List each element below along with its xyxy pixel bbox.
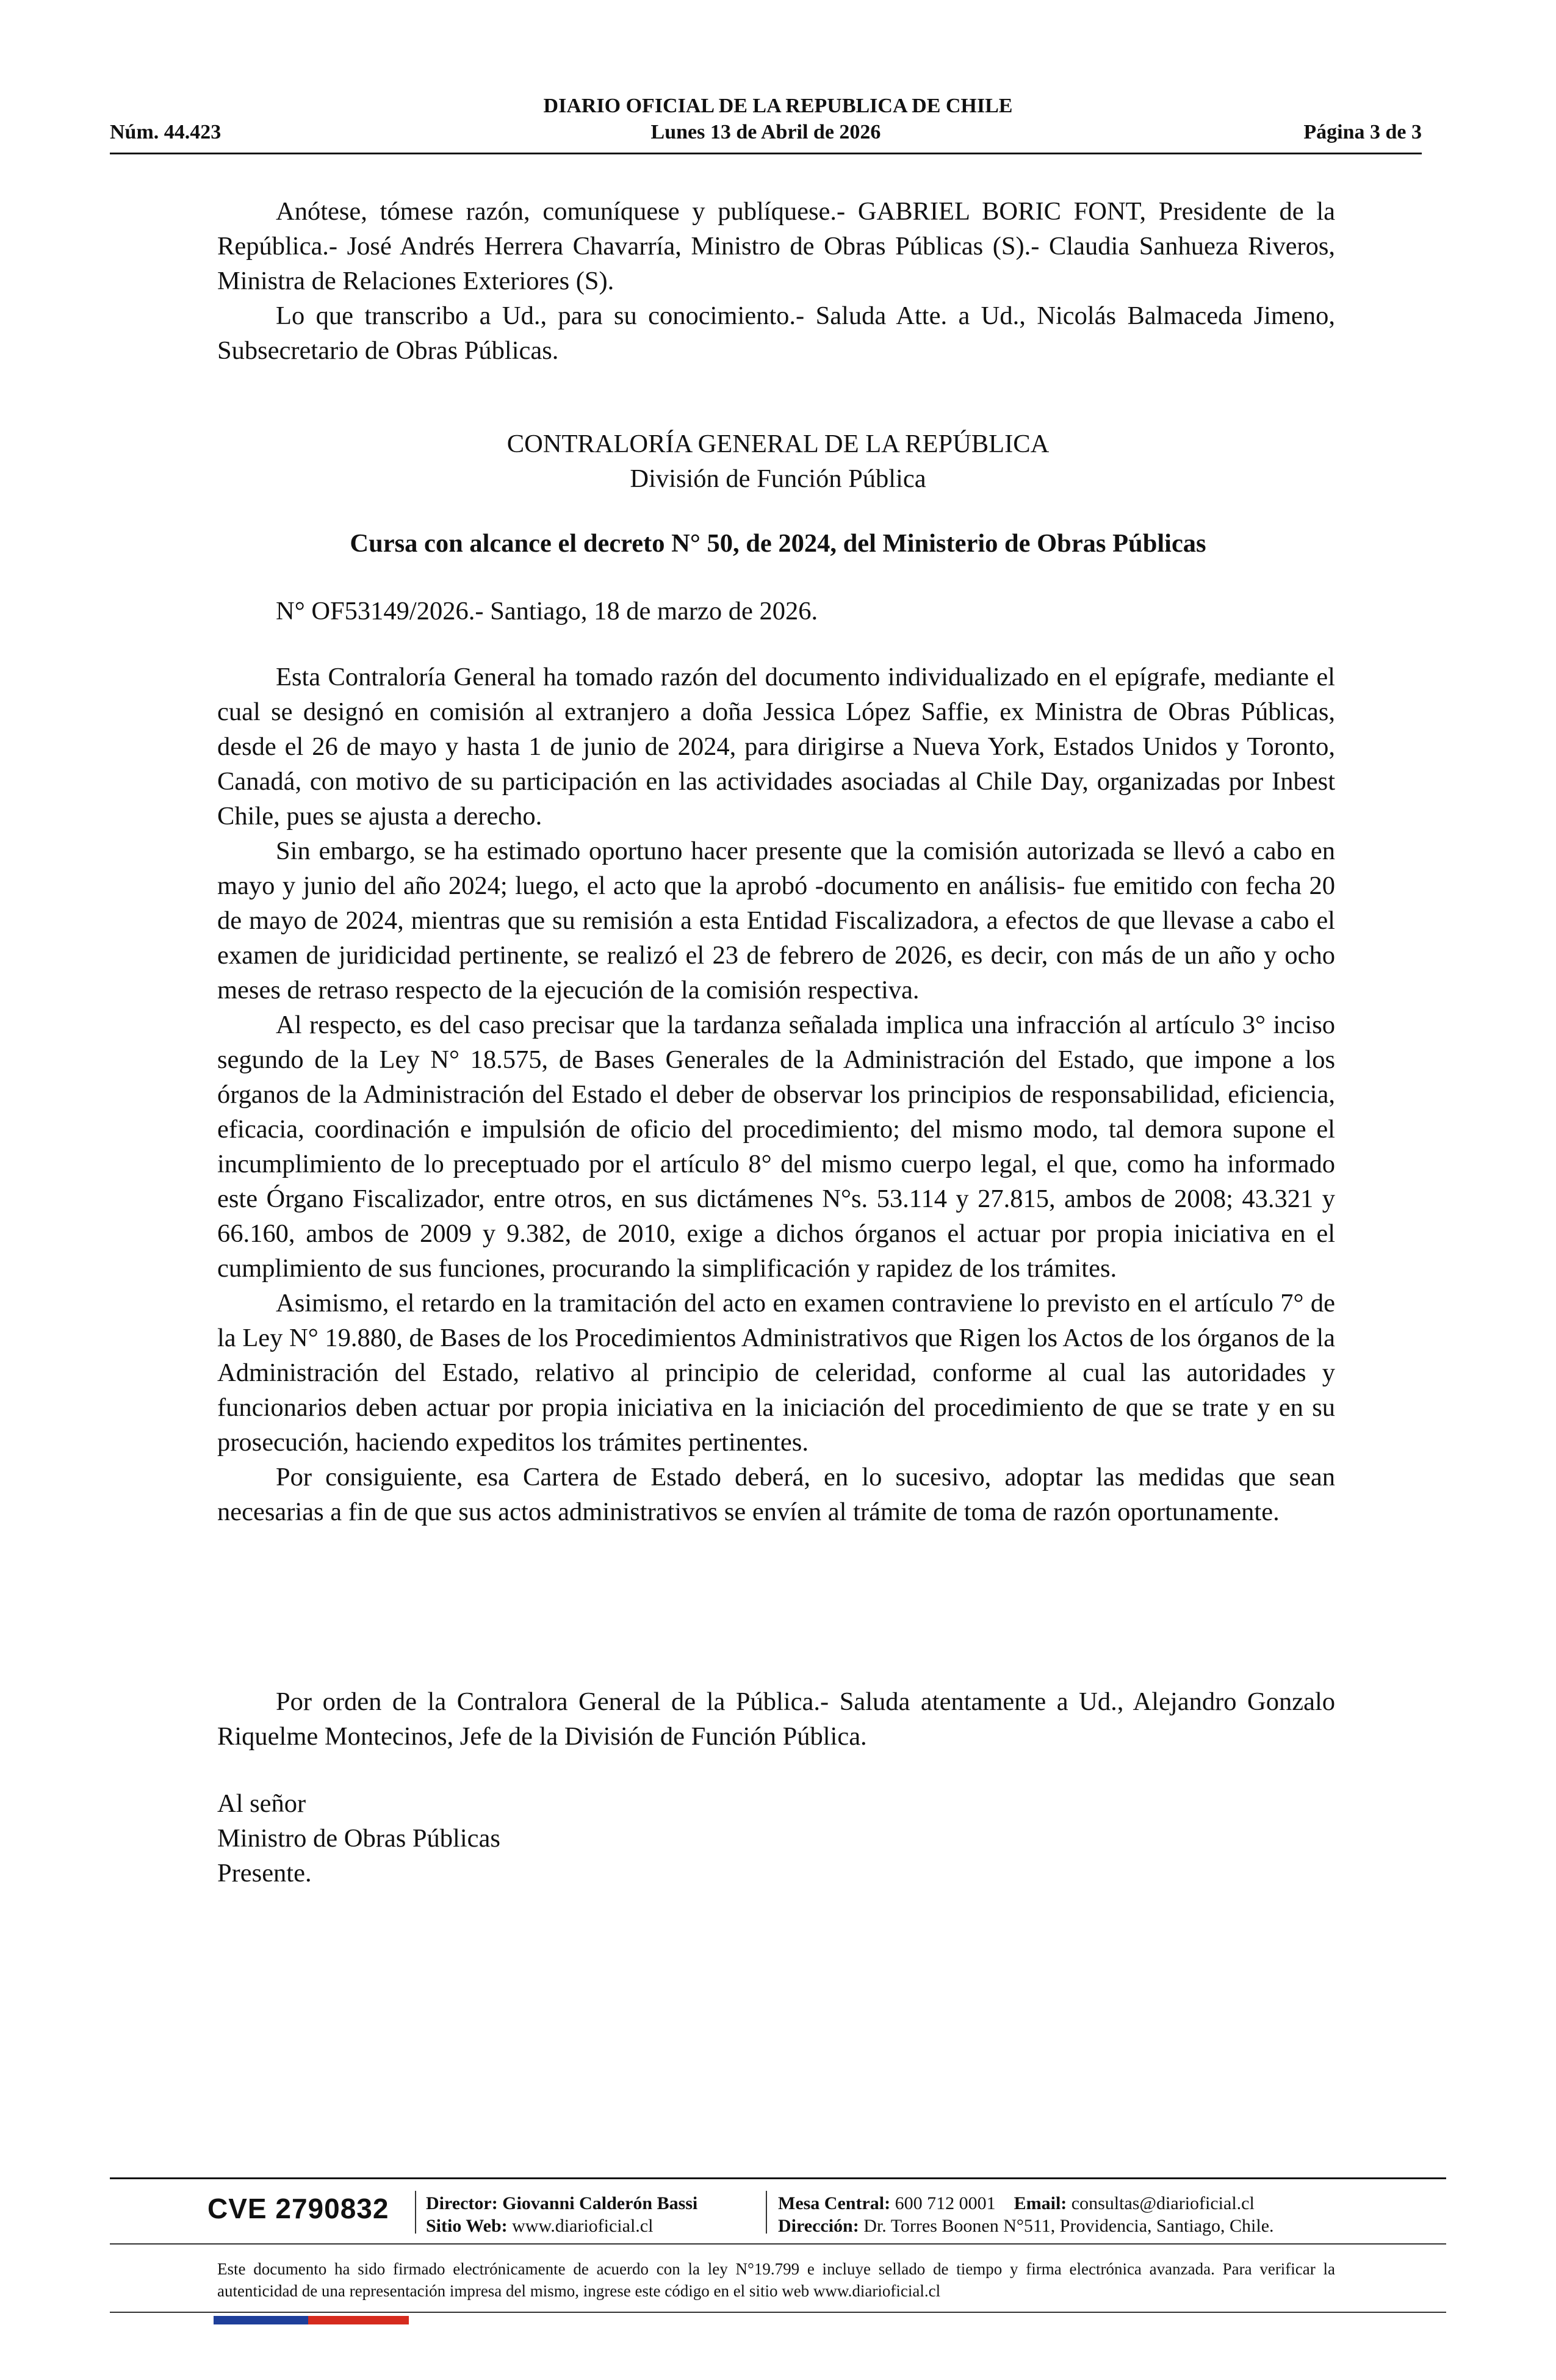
phone-value: 600 712 0001	[895, 2193, 996, 2213]
legal-notice: Este documento ha sido firmado electrónicamente de acuerdo con la ley N°19.799 e incluye sellado de tiempo y firma electrónica avanzada. Para verificar la autenticidad de una representación impresa del mismo, ingrese este código en el sitio web www.diarioficial.cl	[217, 2260, 1335, 2300]
intro-paragraph: Anótese, tómese razón, comuníquese y publíquese.- GABRIEL BORIC FONT, Presidente de la República.- José Andrés Herrera Chavarría, Ministro de Obras Públicas (S).- Claudia Sanhueza Riveros, Ministra de Relaciones Exteriores (S).	[217, 197, 1335, 295]
body-paragraph: Al respecto, es del caso precisar que la tardanza señalada implica una infracción al artículo 3° inciso segundo de la Ley N° 18.575, de Bases Generales de la Administración del Estado, que impone a los órganos de la Administración del Estado el deber de observar los principios de responsabilidad, eficiencia, eficacia, coordinación e impulsión de oficio del procedimiento; del mismo modo, tal demora supone el incumplimiento de lo preceptuado por el artículo 8° del mismo cuerpo legal, el que, como ha informado este Órgano Fiscalizador, entre otros, en sus dictámenes N°s. 53.114 y 27.815, ambos de 2008; 43.321 y 66.160, ambos de 2009 y 9.382, de 2010, exige a dichos órganos el actuar por propia iniciativa en el cumplimiento de sus funciones, procurando la simplificación y rapidez de los trámites.	[217, 1011, 1335, 1283]
footer-divider-bottom	[110, 2312, 1446, 2313]
footer-director-column	[426, 2192, 697, 2237]
closing-paragraph: Por orden de la Contralora General de la Pública.- Saluda atentamente a Ud., Alejandro Gonzalo Riquelme Montecinos, Jefe de la División de Función Pública.	[217, 1687, 1335, 1751]
address-value: Dr. Torres Boonen N°511, Providencia, Santiago, Chile.	[863, 2216, 1274, 2236]
reference-line: N° OF53149/2026.- Santiago, 18 de marzo de 2026.	[276, 597, 818, 626]
decree-title: Cursa con alcance el decreto N° 50, de 2024, del Ministerio de Obras Públicas	[350, 529, 1206, 558]
closing-block	[217, 1684, 1335, 1754]
intro-paragraph: Lo que transcribo a Ud., para su conocimiento.- Saluda Atte. a Ud., Nicolás Balmaceda Jimeno, Subsecretario de Obras Públicas.	[217, 301, 1335, 365]
newspaper-title: DIARIO OFICIAL DE LA REPUBLICA DE CHILE	[543, 95, 1013, 117]
footer-separator	[415, 2191, 416, 2234]
header-divider	[110, 153, 1422, 154]
body-paragraph: Asimismo, el retardo en la tramitación del acto en examen contraviene lo previsto en el artículo 7° de la Ley N° 19.880, de Bases de los Procedimientos Administrativos que Rigen los Actos de los órganos de la Administración del Estado, relativo al principio de celeridad, conforme al cual las autoridades y funcionarios deben actuar por propia iniciativa en la iniciación del procedimiento de que se trate y en su prosecución, haciendo expeditos los trámites pertinentes.	[217, 1289, 1335, 1457]
email-link[interactable]: consultas@diarioficial.cl	[1071, 2193, 1255, 2213]
body-block	[217, 660, 1335, 1529]
intro-block	[217, 194, 1335, 368]
issue-date: Lunes 13 de Abril de 2026	[650, 121, 881, 143]
organization-heading: CONTRALORÍA GENERAL DE LA REPÚBLICA	[506, 430, 1050, 458]
flag-stripe-red	[308, 2316, 409, 2324]
footer-divider-middle	[110, 2243, 1446, 2245]
header-row	[110, 121, 1422, 149]
addressee-block	[217, 1786, 500, 1891]
reference-block	[217, 594, 1335, 629]
footer-divider-top	[110, 2177, 1446, 2179]
body-paragraph: Por consiguiente, esa Cartera de Estado deberá, en lo sucesivo, adoptar las medidas que sean necesarias a fin de que sus actos administrativos se envíen al trámite de toma de razón oportunamente.	[217, 1463, 1335, 1526]
cve-code: CVE 2790832	[207, 2193, 389, 2224]
website-label: Sitio Web:	[426, 2216, 508, 2236]
addressee-title: Ministro de Obras Públicas	[217, 1824, 500, 1853]
issue-number: Núm. 44.423	[110, 121, 222, 143]
division-heading: División de Función Pública	[630, 464, 926, 493]
website-link[interactable]: www.diarioficial.cl	[512, 2216, 654, 2236]
email-label: Email:	[1014, 2193, 1067, 2213]
addressee-salutation: Al señor	[217, 1789, 306, 1818]
director-name: Giovanni Calderón Bassi	[502, 2193, 698, 2213]
footer-contact-column	[778, 2192, 1274, 2237]
phone-label: Mesa Central:	[778, 2193, 891, 2213]
page-number: Página 3 de 3	[1303, 121, 1422, 143]
body-paragraph: Esta Contraloría General ha tomado razón del documento individualizado en el epígrafe, mediante el cual se designó en comisión al extranjero a doña Jessica López Saffie, ex Ministra de Obras Públicas, desde el 26 de mayo y hasta 1 de junio de 2024, para dirigirse a Nueva York, Estados Unidos y Toronto, Canadá, con motivo de su participación en las actividades asociadas al Chile Day, organizadas por Inbest Chile, pues se ajusta a derecho.	[217, 663, 1335, 831]
flag-stripe-blue	[214, 2316, 308, 2324]
addressee-closing: Presente.	[217, 1859, 312, 1888]
director-label: Director:	[426, 2193, 498, 2213]
address-label: Dirección:	[778, 2216, 859, 2236]
footer-separator	[766, 2191, 767, 2234]
body-paragraph: Sin embargo, se ha estimado oportuno hacer presente que la comisión autorizada se llevó a cabo en mayo y junio del año 2024; luego, el acto que la aprobó -documento en análisis- fue emitido con fecha 20 de mayo de 2024, mientras que su remisión a esta Entidad Fiscalizadora, a efectos de que llevase a cabo el examen de juridicidad pertinente, se realizó el 23 de febrero de 2026, es decir, con más de un año y ocho meses de retraso respecto de la ejecución de la comisión respectiva.	[217, 837, 1335, 1004]
